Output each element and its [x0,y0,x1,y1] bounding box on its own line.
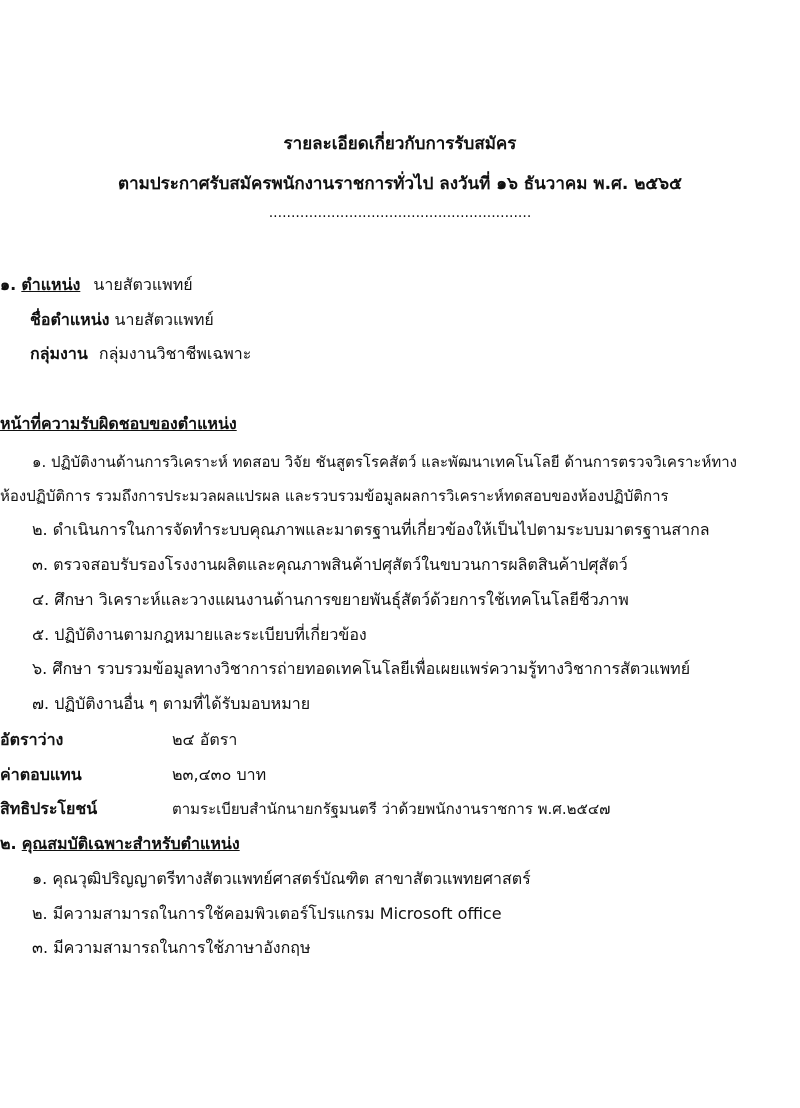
document-subtitle: ตามประกาศรับสมัครพนักงานราชการทั่วไป ลงวันที่ ๑๖ ธันวาคม พ.ศ. ๒๕๖๕ [118,174,682,194]
duties-heading: หน้าที่ความรับผิดชอบของตำแหน่ง [0,414,237,433]
duty-item-2: ๒. ดำเนินการในการจัดทำระบบคุณภาพและมาตรฐานที่เกี่ยวข้องให้เป็นไปตามระบบมาตรฐานสากล [32,520,710,539]
qualifications-number: ๒. [0,834,17,853]
title-separator: ........................................................... [268,205,532,221]
benefit-label: สิทธิประโยชน์ [0,799,98,818]
position-name-label: ชื่อตำแหน่ง [30,310,110,329]
position-label: ตำแหน่ง [21,275,81,294]
duty-item-1-line-2: ห้องปฏิบัติการ รวมถึงการประมวลผลแปรผล และรวบรวมข้อมูลผลการวิเคราะห์ทดสอบของห้องปฏิบัติการ [0,487,669,505]
position-group-label: กลุ่มงาน [30,344,88,363]
position-name-value: นายสัตวแพทย์ [114,310,214,329]
qualifications-heading: คุณสมบัติเฉพาะสำหรับตำแหน่ง [21,834,240,853]
qualification-item-1: ๑. คุณวุฒิปริญญาตรีทางสัตวแพทย์ศาสตร์บัณฑิต สาขาสัตวแพทยศาสตร์ [32,869,531,888]
vacancy-value: ๒๔ อัตรา [172,730,238,749]
benefit-value: ตามระเบียบสำนักนายกรัฐมนตรี ว่าด้วยพนักงานราชการ พ.ศ.๒๕๔๗ [172,800,611,818]
duty-item-7: ๗. ปฏิบัติงานอื่น ๆ ตามที่ได้รับมอบหมาย [32,694,311,713]
position-number: ๑. [0,275,17,294]
salary-label: ค่าตอบแทน [0,765,82,784]
salary-value: ๒๓,๔๓๐ บาท [172,765,267,784]
duty-item-3: ๓. ตรวจสอบรับรองโรงงานผลิตและคุณภาพสินค้าปศุสัตว์ในขบวนการผลิตสินค้าปศุสัตว์ [32,555,628,574]
position-value: นายสัตวแพทย์ [93,275,193,294]
position-group-value: กลุ่มงานวิชาชีพเฉพาะ [98,344,252,363]
document-title: รายละเอียดเกี่ยวกับการรับสมัคร [283,134,517,154]
qualification-item-3: ๓. มีความสามารถในการใช้ภาษาอังกฤษ [32,938,311,957]
position-group-row [30,342,251,367]
duty-item-4: ๔. ศึกษา วิเคราะห์และวางแผนงานด้านการขยายพันธุ์สัตว์ด้วยการใช้เทคโนโลยีชีวภาพ [32,590,629,609]
duty-item-5: ๕. ปฏิบัติงานตามกฎหมายและระเบียบที่เกี่ยวข้อง [32,625,367,644]
duty-item-1-line-1: ๑. ปฏิบัติงานด้านการวิเคราะห์ ทดสอบ วิจัย ชันสูตรโรคสัตว์ และพัฒนาเทคโนโลยี ด้านการตรวจวิเคราะห์ทาง [32,453,737,471]
vacancy-label: อัตราว่าง [0,730,64,749]
position-row [0,273,193,298]
duty-item-6: ๖. ศึกษา รวบรวมข้อมูลทางวิชาการถ่ายทอดเทคโนโลยีเพื่อเผยแพร่ความรู้ทางวิชาการสัตวแพทย์ [32,659,691,678]
position-name-row [30,308,214,333]
qualifications-row [0,832,240,857]
qualification-item-2: ๒. มีความสามารถในการใช้คอมพิวเตอร์โปรแกรม Microsoft office [32,904,502,923]
